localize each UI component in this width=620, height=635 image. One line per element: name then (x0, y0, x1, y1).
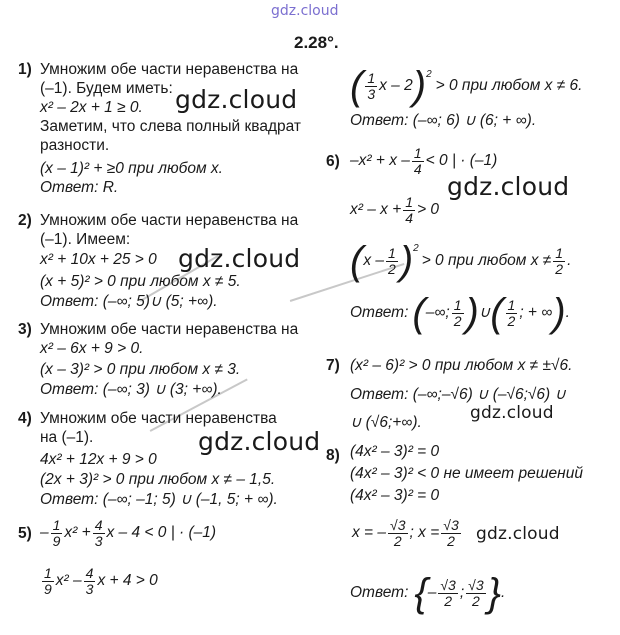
p7-answer-1: Ответ: (–∞;–√6) ∪ (–√6;√6) ∪ (350, 386, 566, 403)
p2-answer: Ответ: (–∞; 5)∪ (5; +∞). (40, 293, 218, 310)
p5-cont-line (350, 64, 582, 108)
frac-den: 3 (367, 85, 376, 102)
frac-num: 1 (507, 296, 516, 313)
frac-den: 4 (413, 160, 422, 177)
frac-den: 3 (85, 580, 94, 597)
term: > 0 при любом x ≠ (421, 252, 552, 269)
frac-num: 4 (85, 564, 94, 581)
right-paren: ) (552, 291, 566, 335)
frac-den: 2 (444, 592, 453, 609)
frac-den: 2 (507, 312, 516, 329)
item-number-1: 1) (18, 61, 32, 78)
p4-answer: Ответ: (–∞; –1; 5) ∪ (–1, 5; + ∞). (40, 491, 278, 508)
p2-line-4: (x + 5)² > 0 при любом x ≠ 5. (40, 273, 241, 290)
left-paren: ( (490, 291, 504, 335)
p3-line-2: x² – 6x + 9 > 0. (40, 340, 144, 357)
p4-line-4: (2x + 3)² > 0 при любом x ≠ – 1,5. (40, 471, 276, 488)
p3-answer: Ответ: (–∞; 3) ∪ (3; +∞). (40, 381, 222, 398)
term: x + 4 > 0 (97, 572, 158, 589)
watermark: gdz.cloud (476, 524, 560, 544)
frac-num: 1 (453, 296, 462, 313)
right-paren: ) (465, 291, 479, 335)
frac-num: 1 (44, 564, 52, 581)
p8-answer: Ответ: { – $\frac{√3}{2}$ ; $\frac{√3}{2}$ } . (350, 571, 506, 615)
frac-num: 1 (413, 144, 422, 161)
exponent: 2 (426, 69, 432, 80)
left-paren: ( (350, 239, 364, 283)
term: . (565, 304, 570, 321)
term: x – 4 < 0 | · (–1) (106, 524, 217, 541)
frac-den: 2 (447, 532, 455, 549)
p3-line-1: Умножим обе части неравенства на (40, 321, 299, 338)
term: x² + (64, 524, 91, 541)
watermark: gdz.cloud (470, 403, 554, 423)
p4-line-1: Умножим обе части неравенства (40, 410, 277, 427)
answer-label: Ответ: (350, 584, 409, 601)
p5-line-1 (40, 515, 216, 551)
right-paren: ) (412, 64, 427, 108)
term: . (567, 252, 572, 269)
left-brace: { (414, 571, 428, 615)
left-paren: ( (350, 64, 364, 108)
item-number-4: 4) (18, 410, 32, 427)
p6-line-2 (350, 192, 439, 228)
frac-num: √3 (390, 516, 406, 533)
item-number-6: 6) (326, 153, 340, 170)
item-number-5: 5) (18, 525, 32, 542)
frac-den: 2 (453, 312, 462, 329)
term: x² – x + (350, 201, 402, 218)
term: ; x = (409, 524, 440, 541)
p1-line-6: (x – 1)² + ≥0 при любом x. (40, 160, 223, 177)
frac-num: 1 (555, 244, 564, 261)
frac-den: 4 (405, 209, 414, 226)
term: < 0 | · (–1) (425, 152, 498, 169)
p5-line-2 (40, 563, 158, 599)
p1-line-3: x² – 2x + 1 ≥ 0. (40, 99, 143, 116)
frac-num: 1 (367, 69, 376, 86)
frac-num: 1 (388, 244, 396, 261)
p8-line-3: (4x² – 3)² = 0 (350, 487, 440, 504)
frac-den: 2 (555, 260, 564, 277)
p6-line-3 (350, 238, 571, 284)
p2-line-2: (–1). Имеем: (40, 231, 131, 248)
frac-den: 3 (94, 532, 103, 549)
left-paren: ( (412, 291, 426, 335)
p1-line-2: (–1). Будем иметь: (40, 80, 173, 97)
term: x – (363, 252, 385, 269)
frac-num: 4 (94, 516, 103, 533)
p3-line-3: (x – 3)² > 0 при любом x ≠ 3. (40, 361, 241, 378)
frac-den: 2 (393, 532, 402, 549)
right-paren: ) (399, 239, 414, 283)
term: –∞; (425, 304, 450, 321)
p8-line-1: (4x² – 3)² = 0 (350, 443, 440, 460)
p7-answer-2: ∪ (√6;+∞). (350, 414, 422, 431)
p2-line-1: Умножим обе части неравенства на (40, 212, 299, 229)
exponent: 2 (413, 243, 419, 254)
p1-line-4: Заметим, что слева полный квадрат (40, 118, 301, 135)
union-sign: ∪ (478, 304, 491, 321)
item-number-2: 2) (18, 212, 32, 229)
p1-answer: Ответ: R. (40, 179, 119, 196)
top-watermark: gdz.cloud (271, 3, 339, 19)
p4-line-3: 4x² + 12x + 9 > 0 (40, 451, 157, 468)
frac-den: 2 (388, 260, 396, 277)
frac-num: √3 (440, 576, 456, 593)
p1-line-5: разности. (40, 137, 110, 154)
p4-line-2: на (–1). (40, 429, 94, 446)
frac-num: √3 (468, 576, 484, 593)
p8-line-2: (4x² – 3)² < 0 не имеет решений (350, 465, 583, 482)
frac-den: 9 (52, 532, 61, 549)
watermark: gdz.cloud (178, 244, 301, 273)
term: –x² + x – (350, 152, 410, 169)
frac-num: √3 (443, 516, 459, 533)
frac-den: 9 (44, 580, 52, 597)
p2-line-3: x² + 10x + 25 > 0 (40, 251, 157, 268)
item-number-3: 3) (18, 321, 32, 338)
item-number-8: 8) (326, 447, 340, 464)
term: x – 2 (379, 77, 413, 94)
minus-sign: – (40, 524, 49, 541)
frac-num: 1 (52, 516, 61, 533)
p6-answer (350, 290, 570, 336)
term: > 0 (417, 201, 440, 218)
right-brace: } (487, 571, 502, 615)
term: ; + ∞ (519, 304, 553, 321)
watermark: gdz.cloud (198, 427, 321, 456)
term: x = – (352, 524, 387, 541)
item-number-7: 7) (326, 357, 340, 374)
frac-num: 1 (405, 193, 414, 210)
term: x² – (55, 572, 82, 589)
problem-number: 2.28°. (294, 33, 339, 52)
p5-answer: Ответ: (–∞; 6) ∪ (6; + ∞). (350, 112, 537, 129)
p8-roots (352, 511, 463, 555)
term: > 0 при любом x ≠ 6. (435, 77, 583, 94)
answer-label: Ответ: (350, 304, 409, 321)
p1-line-1: Умножим обе части неравенства на (40, 61, 299, 78)
watermark: gdz.cloud (447, 172, 570, 201)
watermark: gdz.cloud (175, 85, 298, 114)
frac-den: 2 (472, 592, 480, 609)
p7-line-1: (x² – 6)² > 0 при любом x ≠ ±√6. (350, 357, 573, 374)
